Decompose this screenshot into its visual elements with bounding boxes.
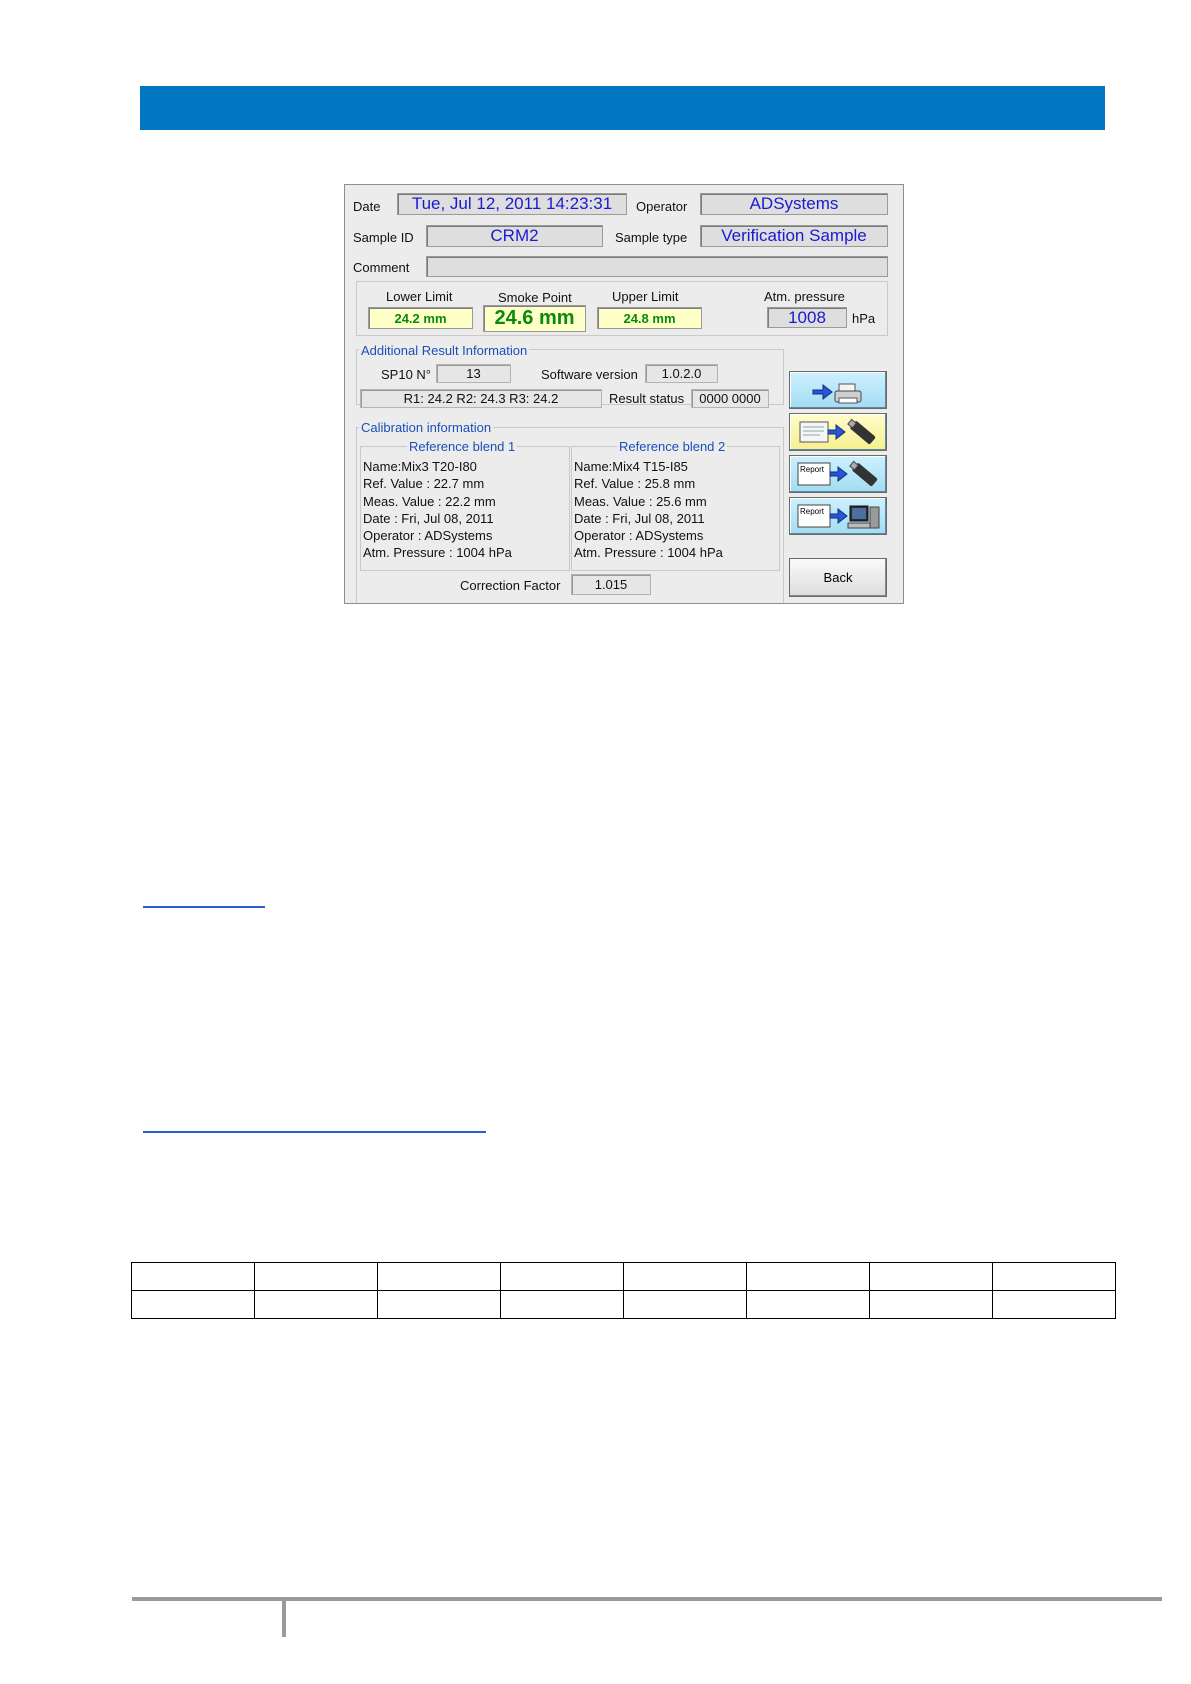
- reference-blend-2-details: [574, 458, 723, 562]
- export-usb-button[interactable]: [789, 413, 887, 451]
- operator-label: Operator: [636, 199, 688, 214]
- table-row: [132, 1263, 1116, 1291]
- blend1-ref-value: Ref. Value : 22.7 mm: [363, 476, 485, 492]
- lower-limit-label: Lower Limit: [386, 289, 453, 304]
- report-computer-icon: [790, 498, 886, 534]
- calibration-title: Calibration information: [361, 420, 492, 435]
- atm-pressure-field: 1008: [767, 307, 847, 328]
- section-link-underline-1[interactable]: [143, 906, 265, 908]
- table-cell: [501, 1263, 624, 1291]
- export-usb-icon: [790, 414, 886, 450]
- blend1-operator: Operator : ADSystems: [363, 528, 493, 544]
- report-usb-button[interactable]: [789, 455, 887, 493]
- report-label-1: Report: [800, 465, 825, 474]
- report-usb-icon: [790, 456, 886, 492]
- reference-blend-1-details: [363, 458, 512, 562]
- blend1-meas-value: Meas. Value : 22.2 mm: [363, 493, 496, 509]
- sample-type-field: Verification Sample: [700, 225, 888, 247]
- table-cell: [255, 1263, 378, 1291]
- table-cell: [747, 1291, 870, 1319]
- table-cell: [747, 1263, 870, 1291]
- comment-label: Comment: [353, 260, 410, 275]
- table-cell: [870, 1291, 993, 1319]
- upper-limit-label: Upper Limit: [612, 289, 679, 304]
- reference-blend-1-title: Reference blend 1: [409, 439, 516, 454]
- footer-divider: [282, 1597, 286, 1637]
- table-cell: [624, 1263, 747, 1291]
- print-button[interactable]: [789, 371, 887, 409]
- blend2-date: Date : Fri, Jul 08, 2011: [574, 510, 705, 526]
- report-computer-button[interactable]: [789, 497, 887, 535]
- blend2-name: Name:Mix4 T15-I85: [574, 459, 688, 474]
- comment-field: [426, 256, 888, 277]
- section-link-underline-2[interactable]: [143, 1131, 486, 1133]
- smoke-point-label: Smoke Point: [498, 290, 572, 305]
- lower-limit-value: 24.2 mm: [368, 307, 473, 329]
- footer-rule: [132, 1597, 1162, 1601]
- reference-blend-2-title: Reference blend 2: [619, 439, 726, 454]
- table-cell: [378, 1291, 501, 1319]
- header-bar: [140, 86, 1105, 130]
- print-icon: [790, 372, 886, 408]
- software-version-value: 1.0.2.0: [645, 364, 718, 383]
- correction-factor-label: Correction Factor: [460, 578, 561, 593]
- table-cell: [501, 1291, 624, 1319]
- blend2-meas-value: Meas. Value : 25.6 mm: [574, 493, 707, 509]
- blend1-name: Name:Mix3 T20-I80: [363, 459, 477, 474]
- sample-id-field: CRM2: [426, 225, 603, 247]
- operator-field: ADSystems: [700, 193, 888, 215]
- blend2-operator: Operator : ADSystems: [574, 528, 704, 544]
- table-cell: [378, 1263, 501, 1291]
- atm-unit: hPa: [852, 311, 876, 326]
- table-row: [132, 1291, 1116, 1319]
- table-cell: [132, 1291, 255, 1319]
- result-status-label: Result status: [609, 391, 685, 406]
- additional-info-title: Additional Result Information: [361, 343, 528, 358]
- table-cell: [132, 1263, 255, 1291]
- result-status-value: 0000 0000: [691, 389, 769, 408]
- table-cell: [624, 1291, 747, 1319]
- table-cell: [255, 1291, 378, 1319]
- sp10-label: SP10 N°: [381, 367, 432, 382]
- readings-field: R1: 24.2 R2: 24.3 R3: 24.2: [360, 389, 602, 408]
- software-version-label: Software version: [541, 367, 638, 382]
- report-label-2: Report: [800, 507, 825, 516]
- blend2-ref-value: Ref. Value : 25.8 mm: [574, 476, 696, 492]
- table-cell: [993, 1263, 1116, 1291]
- correction-factor-value: 1.015: [571, 574, 651, 595]
- sample-id-label: Sample ID: [353, 230, 414, 245]
- date-field: Tue, Jul 12, 2011 14:23:31: [397, 193, 627, 215]
- sp10-value: 13: [436, 364, 511, 383]
- upper-limit-value: 24.8 mm: [597, 307, 702, 329]
- sample-type-label: Sample type: [615, 230, 688, 245]
- result-screen: [344, 184, 904, 604]
- atm-pressure-label: Atm. pressure: [764, 289, 845, 304]
- table-cell: [870, 1263, 993, 1291]
- blend1-date: Date : Fri, Jul 08, 2011: [363, 510, 494, 526]
- blend1-atm-pressure: Atm. Pressure : 1004 hPa: [363, 545, 512, 561]
- data-table: [131, 1262, 1116, 1319]
- back-button[interactable]: Back: [789, 558, 887, 597]
- blend2-atm-pressure: Atm. Pressure : 1004 hPa: [574, 545, 723, 561]
- smoke-point-value: 24.6 mm: [483, 305, 586, 332]
- date-label: Date: [353, 199, 381, 214]
- table-cell: [993, 1291, 1116, 1319]
